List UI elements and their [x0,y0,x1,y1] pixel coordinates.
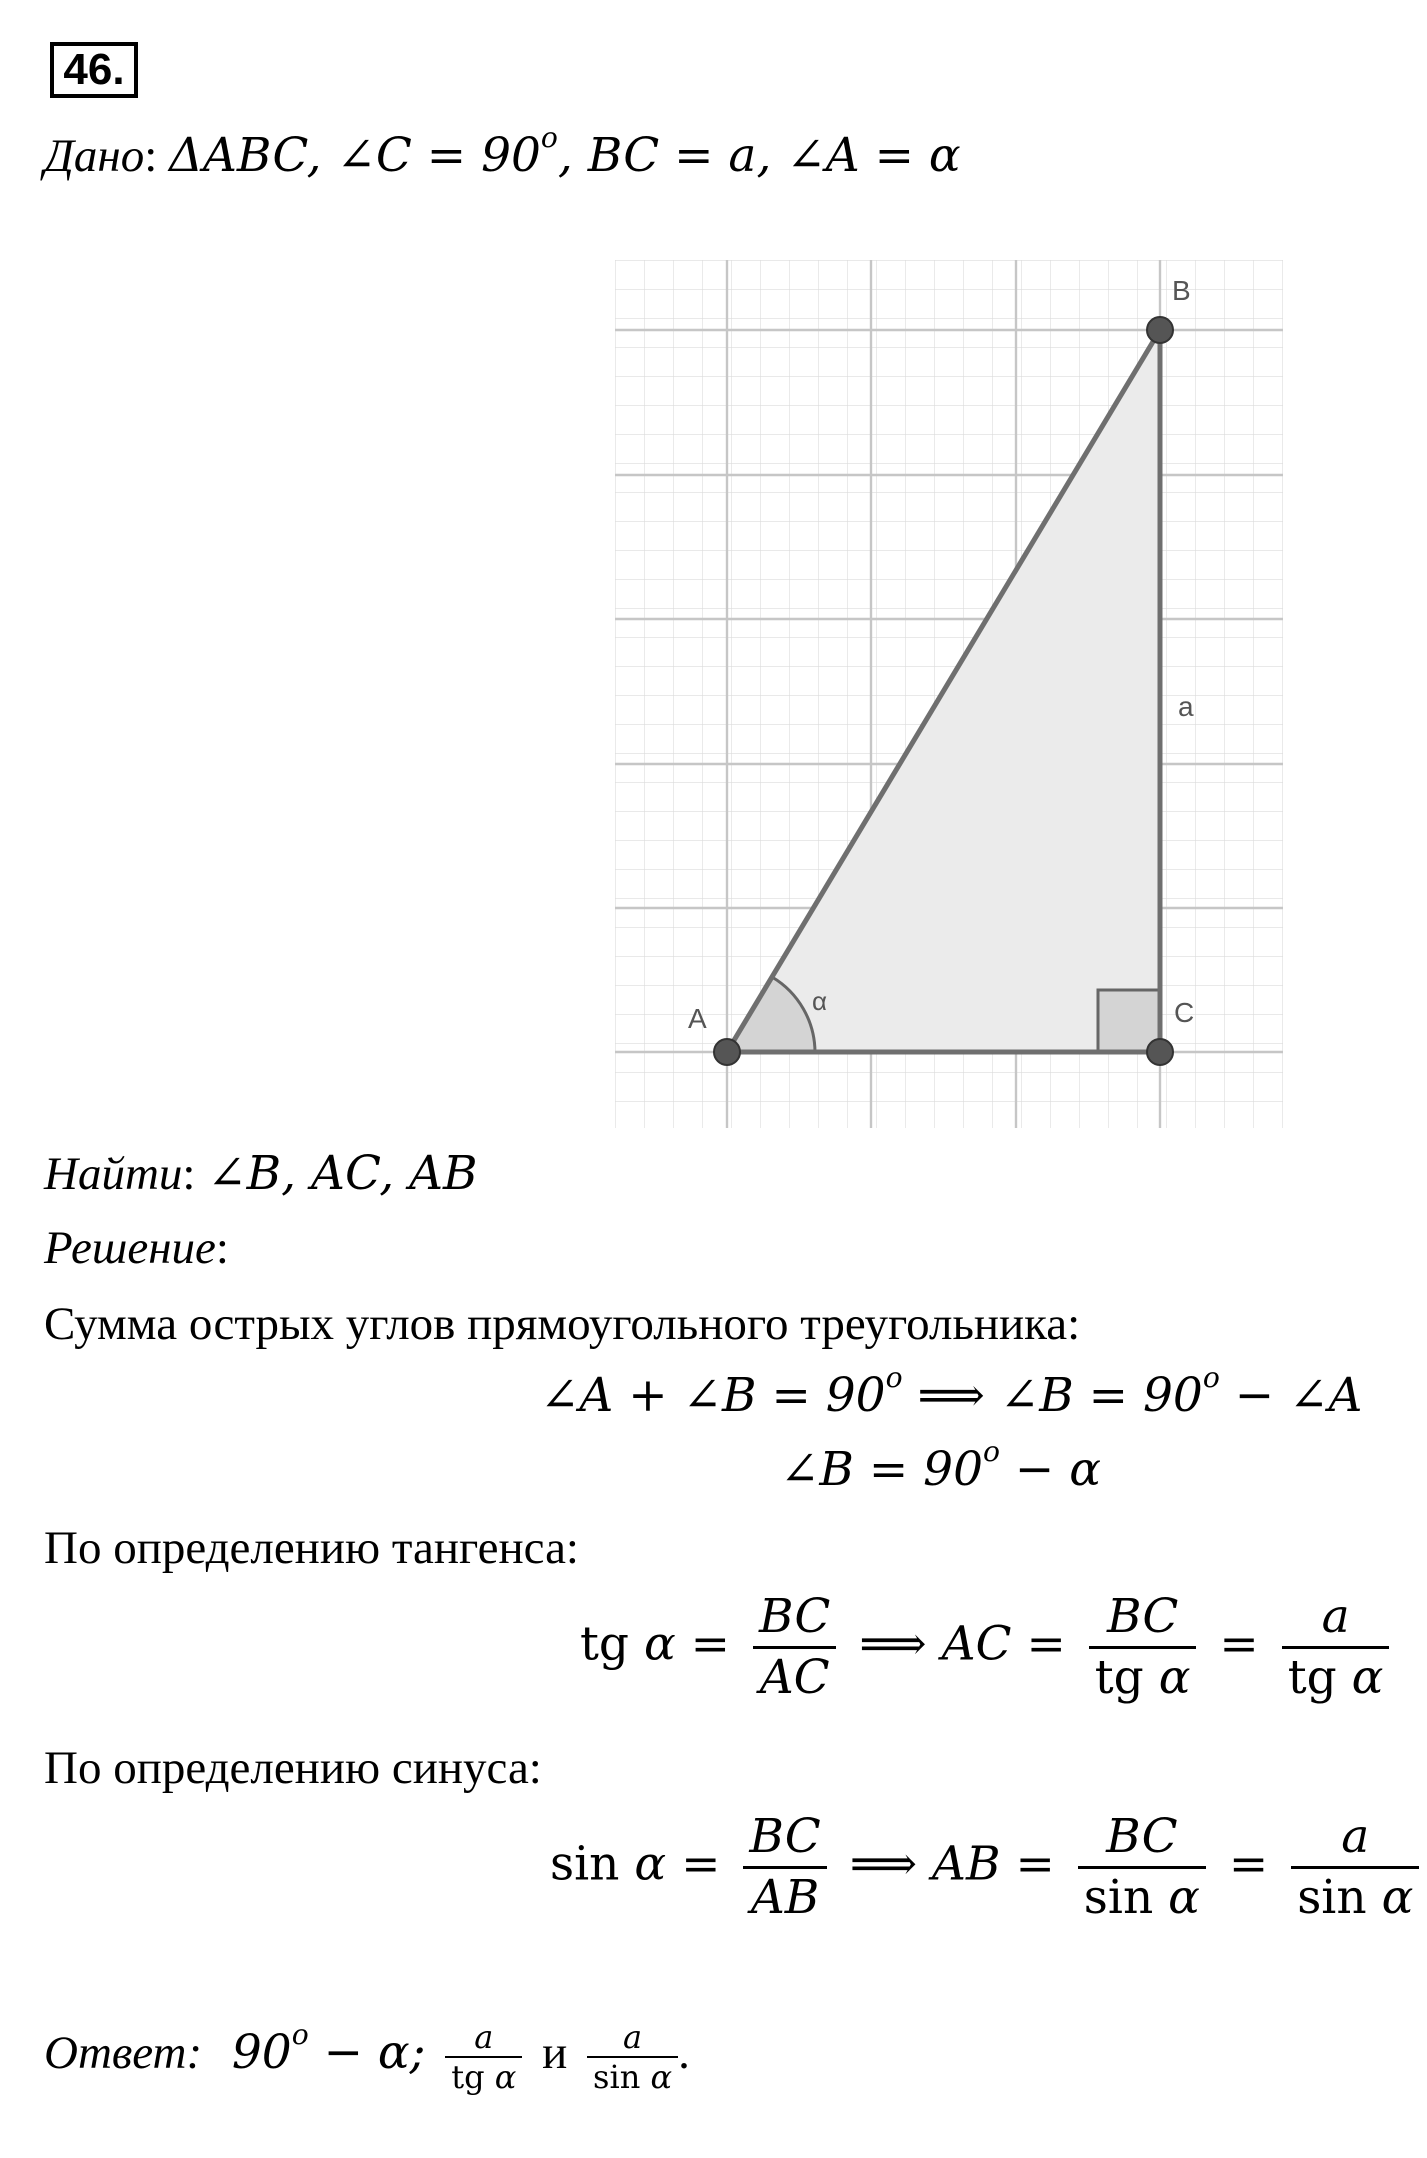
find-label: Найти [44,1148,183,1200]
equation-angle-sum: ∠A + ∠B = $90^o$ ⟹ ∠B = $90^o$ − ∠A [540,1361,1363,1423]
answer-fraction-tg: $\frac{a}{\text{tg α}}$ [445,2018,522,2096]
given-expr: ΔABC, ∠C = $90^o$, BC = a, ∠A = α [169,121,961,183]
answer-label: Ответ: [44,2026,203,2079]
fraction-bc-sin: $\frac{BC}{\text{sin α}}$ [1078,1808,1206,1927]
fraction-a-sin: $\frac{a}{\text{sin α}}$ [1291,1808,1419,1927]
solution-line: Решение: [44,1222,229,1274]
find-expr: ∠B, AC, AB [207,1146,478,1201]
equation-angle-b: ∠B = $90^o - \alpha$ [780,1435,1101,1497]
given-label: Дано [44,130,145,182]
label-A: A [688,1003,707,1034]
fraction-a-tg: $\frac{a}{\text{tg α}}$ [1282,1588,1390,1707]
point-A [714,1039,740,1065]
fraction-bc-ab: $\frac{BC}{AB}$ [743,1808,826,1927]
sine-text: По определению синуса: [44,1742,542,1794]
equation-sine: sin α = $\frac{BC}{AB}$ ⟹ AB = $\frac{BC}{\text{sin α}}$ = $\frac{a}{\text{sin α}}$ [550,1808,1427,1927]
problem-number: 46. [50,42,138,98]
given-line: Дано: ΔABC, ∠C = $90^o$, BC = a, ∠A = α [44,121,961,183]
label-side-a: a [1178,691,1194,722]
triangle-figure [600,255,1300,1135]
solution-label: Решение [44,1222,216,1274]
point-B [1147,317,1173,343]
label-angle-alpha: α [812,986,828,1016]
answer-line: Ответ: $90^o - \alpha$; $\frac{a}{\text{tg α}}$ и $\frac{a}{\text{sin α}}$ . [44,2017,690,2096]
tangent-text: По определению тангенса: [44,1522,579,1574]
find-line: Найти: ∠B, AC, AB [44,1146,478,1201]
fraction-bc-ac: $\frac{BC}{AC}$ [753,1588,836,1707]
answer-fraction-sin: $\frac{a}{\text{sin α}}$ [587,2018,678,2096]
sum-text: Сумма острых углов прямоугольного треугольника: [44,1298,1081,1350]
label-B: B [1172,275,1191,306]
fraction-bc-tg: $\frac{BC}{\text{tg α}}$ [1089,1588,1197,1707]
equation-tangent: tg α = $\frac{BC}{AC}$ ⟹ AC = $\frac{BC}{\text{tg α}}$ = $\frac{a}{\text{tg α}}$ [580,1588,1397,1707]
point-C [1147,1039,1173,1065]
label-C: C [1174,997,1195,1028]
